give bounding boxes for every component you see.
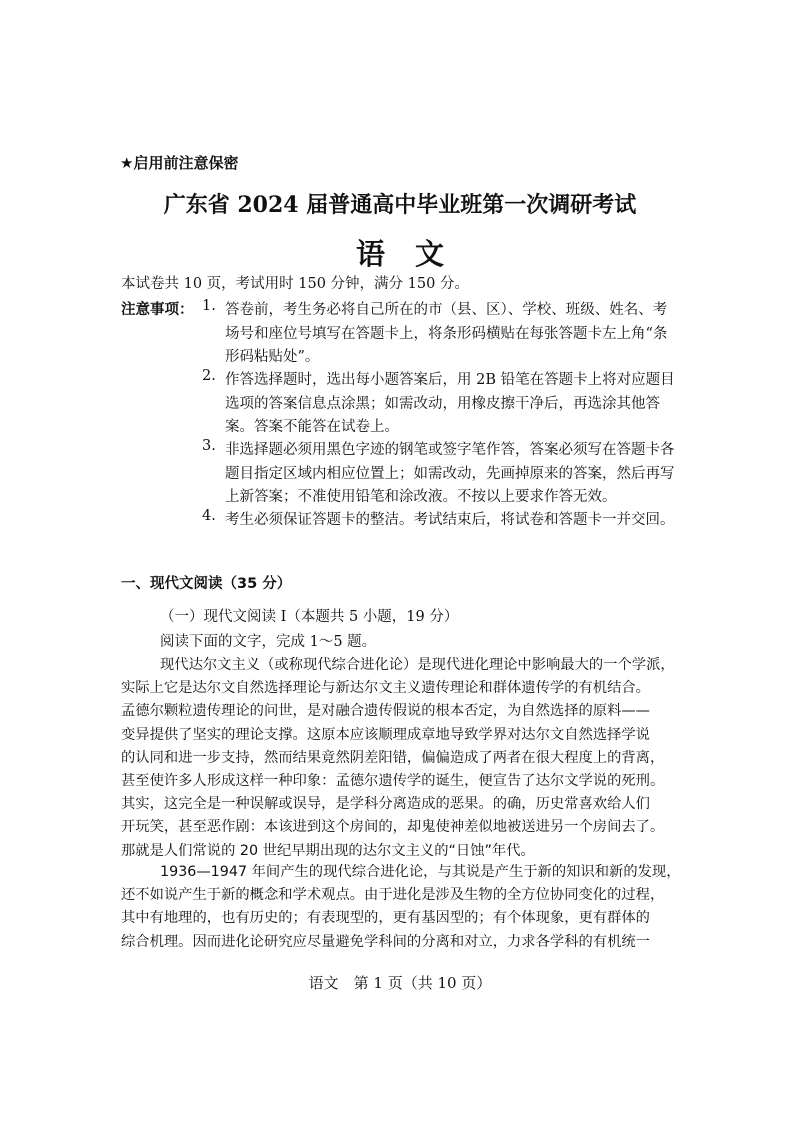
notice-item-number: 1.	[202, 298, 216, 314]
notice-item-line: 作答选择题时，选出每小题答案后，用 2B 铅笔在答题卡上将对应题目	[225, 372, 675, 388]
exam-intro: 本试卷共 10 页，考试用时 150 分钟，满分 150 分。	[121, 276, 469, 292]
notice-item-line: 上新答案；不准使用铅笔和涂改液。不按以上要求作答无效。	[225, 489, 617, 505]
passage-line: 其实，这完全是一种误解或误导，是学科分离造成的恶果。的确，历史常喜欢给人们	[121, 796, 650, 813]
reading-instruction: 阅读下面的文字，完成 1～5 题。	[160, 634, 377, 650]
passage-line: 开玩笑，甚至恶作剧：本该进到这个房间的，却鬼使神差似地被送进另一个房间去了。	[121, 819, 665, 836]
notice-item-line: 答卷前，考生务必将自己所在的市（县、区）、学校、班级、姓名、考	[225, 302, 668, 318]
notice-item-line: 形码粘贴处”。	[225, 349, 320, 365]
passage-line: 其中有地理的，也有历史的；有表现型的，更有基因型的；有个体现象，更有群体的	[121, 910, 650, 927]
passage-line: 现代达尔文主义（或称现代综合进化论）是现代进化理论中影响最大的一个学派，	[160, 657, 675, 673]
notice-item-line: 考生必须保证答题卡的整洁。考试结束后，将试卷和答题卡一并交回。	[225, 512, 675, 528]
subsection-title: （一）现代文阅读 I（本题共 5 小题，19 分）	[160, 609, 459, 625]
passage-line: 综合机理。因而进化论研究应尽量避免学科间的分离和对立，力求各学科的有机统一	[121, 933, 650, 950]
notice-item-line: 非选择题必须用黑色字迹的钢笔或签字笔作答，答案必须写在答题卡各	[225, 442, 675, 458]
passage-line: 孟德尔颗粒遗传理论的问世，是对融合遗传假说的根本否定，为自然选择的原料——	[121, 703, 650, 720]
passage-line: 1936—1947 年间产生的现代综合进化论，与其说是产生于新的知识和新的发现，	[160, 864, 681, 880]
notice-item-number: 3.	[202, 438, 216, 454]
passage-line: 甚至使许多人形成这样一种印象：孟德尔遗传学的诞生，便宣告了达尔文学说的死刑。	[121, 773, 665, 789]
section-title: 一、现代文阅读（35 分）	[121, 576, 292, 592]
passage-line: 变异提供了坚实的理论支撑。这原本应该顺理成章地导致学界对达尔文自然选择学说	[121, 726, 650, 743]
notice-item-number: 4.	[202, 508, 216, 524]
passage-line: 还不如说产生于新的概念和学术观点。由于进化是涉及生物的全方位协同变化的过程，	[121, 887, 665, 904]
confidential-mark: ★启用前注意保密	[120, 154, 239, 172]
exam-title: 广东省 2024 届普通高中毕业班第一次调研考试	[163, 192, 637, 218]
notice-item-line: 场号和座位号填写在答题卡上，将条形码横贴在每张答题卡左上角“条	[225, 325, 668, 342]
passage-line: 那就是人们常说的 20 世纪早期出现的达尔文主义的“日蚀”年代。	[121, 842, 535, 859]
notice-item-number: 2.	[202, 368, 216, 384]
subject-title: 语文	[355, 237, 474, 271]
passage-line: 实际上它是达尔文自然选择理论与新达尔文主义遗传理论和群体遗传学的有机结合。	[121, 680, 650, 697]
notice-label: 注意事项：	[121, 302, 194, 318]
notice-item-line: 选项的答案信息点涂黑；如需改动，用橡皮擦干净后，再选涂其他答	[225, 395, 660, 412]
passage-line: 的认同和进一步支持，然而结果竟然阴差阳错，偏偏造成了两者在很大程度上的背离，	[121, 749, 665, 766]
notice-item-line: 案。答案不能答在试卷上。	[225, 419, 399, 435]
notice-item-line: 题目指定区域内相应位置上；如需改动，先画掉原来的答案，然后再写	[225, 465, 675, 482]
page-footer: 语文 第 1 页（共 10 页）	[308, 974, 492, 992]
